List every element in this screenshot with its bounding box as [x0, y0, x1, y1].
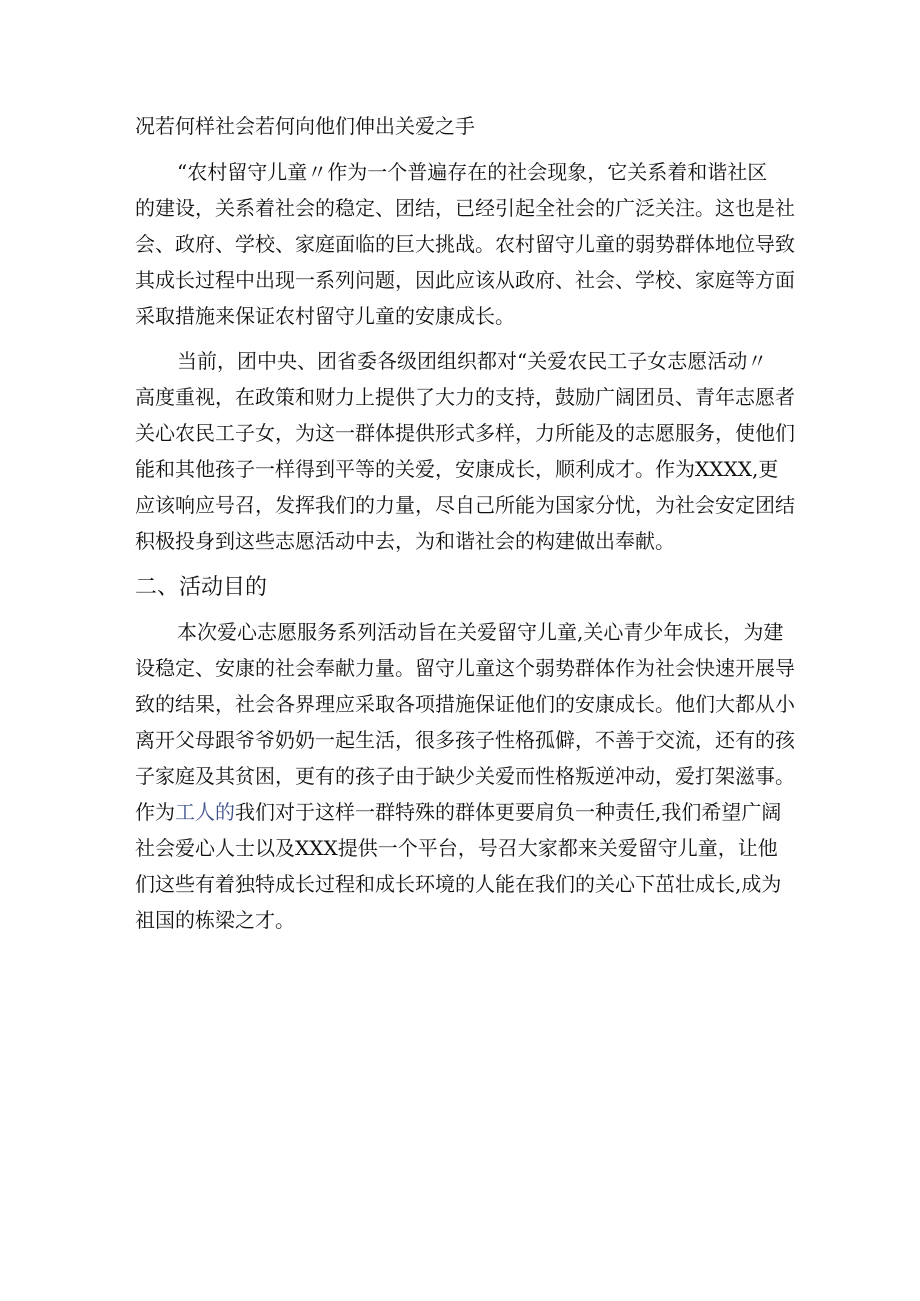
paragraph-line: 关心农民工子女，为这一群体提供形式多样，力所能及的志愿服务，使他们 — [135, 421, 795, 445]
paragraph-line: 致的结果，社会各界理应采取各项措施保证他们的安康成长。他们大都从小 — [135, 692, 795, 716]
paragraph-line-with-link — [135, 794, 795, 830]
paragraph-line: 祖国的栋梁之才。 — [135, 908, 295, 932]
paragraph-line: 能和其他孩子一样得到平等的关爱，安康成长，顺利成才。作为XXXX,更 — [135, 457, 779, 481]
paragraph-line: 们这些有着独特成长过程和成长环境的人能在我们的关心下茁壮成长,成为 — [135, 872, 782, 896]
paragraph-line: 子家庭及其贫困，更有的孩子由于缺少关爱而性格叛逆冲动，爱打架滋事。 — [135, 764, 795, 788]
paragraph-line: 的建设，关系着社会的稳定、团结，已经引起全社会的广泛关注。这也是社 — [135, 196, 795, 220]
paragraph-3 — [135, 614, 795, 938]
paragraph-1 — [135, 154, 795, 334]
paragraph-line: 采取措施来保证农村留守儿童的安康成长。 — [135, 304, 515, 328]
paragraph-line: 其成长过程中出现一系列问题，因此应该从政府、社会、学校、家庭等方面 — [135, 268, 795, 292]
continuation-line: 况若何样社会若何向他们伸出关爱之手 — [135, 114, 475, 138]
section-heading: 二、活动目的 — [135, 575, 268, 600]
paragraph-line: 应该响应号召，发挥我们的力量，尽自己所能为国家分忧，为社会安定团结 — [135, 493, 795, 517]
paragraph-line: 本次爱心志愿服务系列活动旨在关爱留守儿童,关心青少年成长，为建 — [177, 620, 784, 644]
paragraph-line: 社会爱心人士以及XXX提供一个平台，号召大家都来关爱留守儿童，让他 — [135, 836, 778, 860]
paragraph-line: 高度重视，在政策和财力上提供了大力的支持，鼓励广阔团员、青年志愿者 — [135, 385, 795, 409]
paragraph-2 — [135, 343, 795, 559]
inline-link[interactable]: 工人的 — [175, 800, 235, 824]
paragraph-line: “农村留守儿童〃作为一个普遍存在的社会现象，它关系着和谐社区 — [177, 160, 768, 184]
document-body — [135, 108, 795, 947]
paragraph-line: 积极投身到这些志愿活动中去，为和谐社会的构建做出奉献。 — [135, 529, 675, 553]
paragraph-line: 设稳定、安康的社会奉献力量。留守儿童这个弱势群体作为社会快速开展导 — [135, 656, 795, 680]
line-prefix: 作为 — [135, 800, 175, 824]
paragraph-line: 当前，团中央、团省委各级团组织都对“关爱农民工子女志愿活动〃 — [177, 349, 768, 373]
paragraph-line: 离开父母跟爷爷奶奶一起生活，很多孩子性格孤僻，不善于交流，还有的孩 — [135, 728, 795, 752]
line-suffix: 我们对于这样一群特殊的群体更要肩负一种责任,我们希望广阔 — [235, 800, 782, 824]
paragraph-line: 会、政府、学校、家庭面临的巨大挑战。农村留守儿童的弱势群体地位导致 — [135, 232, 795, 256]
